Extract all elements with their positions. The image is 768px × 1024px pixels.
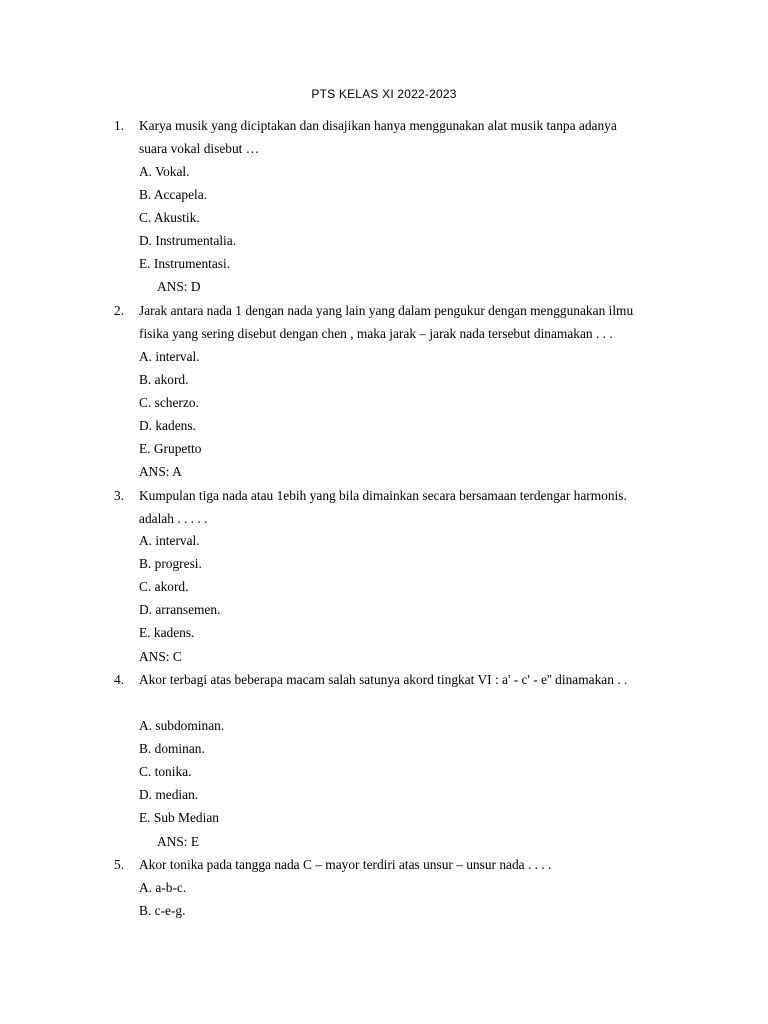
option-e: E. Grupetto [139,441,202,456]
option-c: C. scherzo. [139,395,199,410]
question-text: Kumpulan tiga nada atau 1ebih yang bila dimainkan secara bersamaan terdengar harmonis. [139,488,627,503]
option-a: A. Vokal. [139,164,190,179]
option-a: A. interval. [139,533,200,548]
option-b: B. dominan. [139,741,205,756]
option-d: D. Instrumentalia. [139,233,237,248]
question-number: 3. [114,488,125,503]
option-c: C. Akustik. [139,210,200,225]
option-b: B. progresi. [139,556,202,571]
question-number: 1. [114,118,125,133]
question-text: Jarak antara nada 1 dengan nada yang lain yang dalam pengukur dengan menggunakan ilmu [139,303,634,318]
question-text: Akor terbagi atas beberapa macam salah satunya akord tingkat VI : a' - c' - e'' dinamakan . . [139,672,628,687]
option-a: A. interval. [139,349,200,364]
answer-key: ANS: E [157,834,200,849]
question-text: adalah . . . . . [139,511,208,526]
option-a: A. a-b-c. [139,880,187,895]
option-d: D. median. [139,787,199,802]
option-d: D. arransemen. [139,602,221,617]
answer-key: ANS: A [139,464,182,479]
question-text: fisika yang sering disebut dengan chen , maka jarak – jarak nada tersebut dinamakan . . . [139,326,613,341]
option-c: C. akord. [139,579,189,594]
question-number: 2. [114,303,125,318]
answer-key: ANS: C [139,649,182,664]
option-a: A. subdominan. [139,718,225,733]
document-title: PTS KELAS XI 2022-2023 [311,87,457,101]
question-text: Karya musik yang diciptakan dan disajikan hanya menggunakan alat musik tanpa adanya [139,118,617,133]
question-number: 4. [114,672,125,687]
option-b: B. Accapela. [139,187,208,202]
option-e: E. Instrumentasi. [139,256,231,271]
option-b: B. akord. [139,372,189,387]
option-e: E. kadens. [139,625,195,640]
option-e: E. Sub Median [139,810,219,825]
option-d: D. kadens. [139,418,196,433]
answer-key: ANS: D [157,279,201,294]
question-text: Akor tonika pada tangga nada C – mayor terdiri atas unsur – unsur nada . . . . [139,857,552,872]
option-b: B. c-e-g. [139,903,186,918]
question-number: 5. [114,857,125,872]
option-c: C. tonika. [139,764,192,779]
question-text: suara vokal disebut … [139,141,260,156]
